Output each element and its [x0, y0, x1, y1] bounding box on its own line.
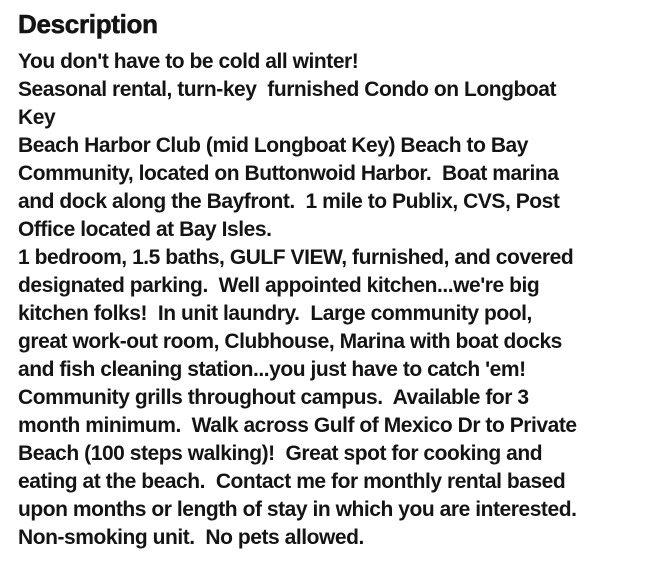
description-line: Non-smoking unit. No pets allowed.: [18, 526, 364, 549]
description-line: Key: [18, 106, 56, 129]
description-line: kitchen folks! In unit laundry. Large community pool,: [18, 302, 532, 325]
description-line: You don't have to be cold all winter!: [18, 50, 359, 73]
description-line: 1 bedroom, 1.5 baths, GULF VIEW, furnished, and covered: [18, 246, 574, 269]
description-line: Beach Harbor Club (mid Longboat Key) Beach to Bay: [18, 134, 529, 157]
description-line: designated parking. Well appointed kitchen...we're big: [18, 274, 540, 297]
description-line: Community, located on Buttonwoid Harbor. Boat marina: [18, 162, 559, 185]
description-line: Office located at Bay Isles.: [18, 218, 272, 241]
description-line: Community grills throughout campus. Available for 3: [18, 386, 529, 409]
description-line: and fish cleaning station...you just have to catch 'em!: [18, 358, 526, 381]
description-line: upon months or length of stay in which you are interested.: [18, 498, 577, 521]
description-text: [18, 48, 648, 552]
description-line: month minimum. Walk across Gulf of Mexico Dr to Private: [18, 414, 577, 437]
description-line: great work-out room, Clubhouse, Marina with boat docks: [18, 330, 562, 353]
description-line: and dock along the Bayfront. 1 mile to Publix, CVS, Post: [18, 190, 560, 213]
description-line: Seasonal rental, turn-key furnished Condo on Longboat: [18, 78, 557, 101]
description-line: Beach (100 steps walking)! Great spot for cooking and: [18, 442, 543, 465]
description-heading: Description: [18, 9, 158, 39]
description-line: eating at the beach. Contact me for monthly rental based: [18, 470, 566, 493]
